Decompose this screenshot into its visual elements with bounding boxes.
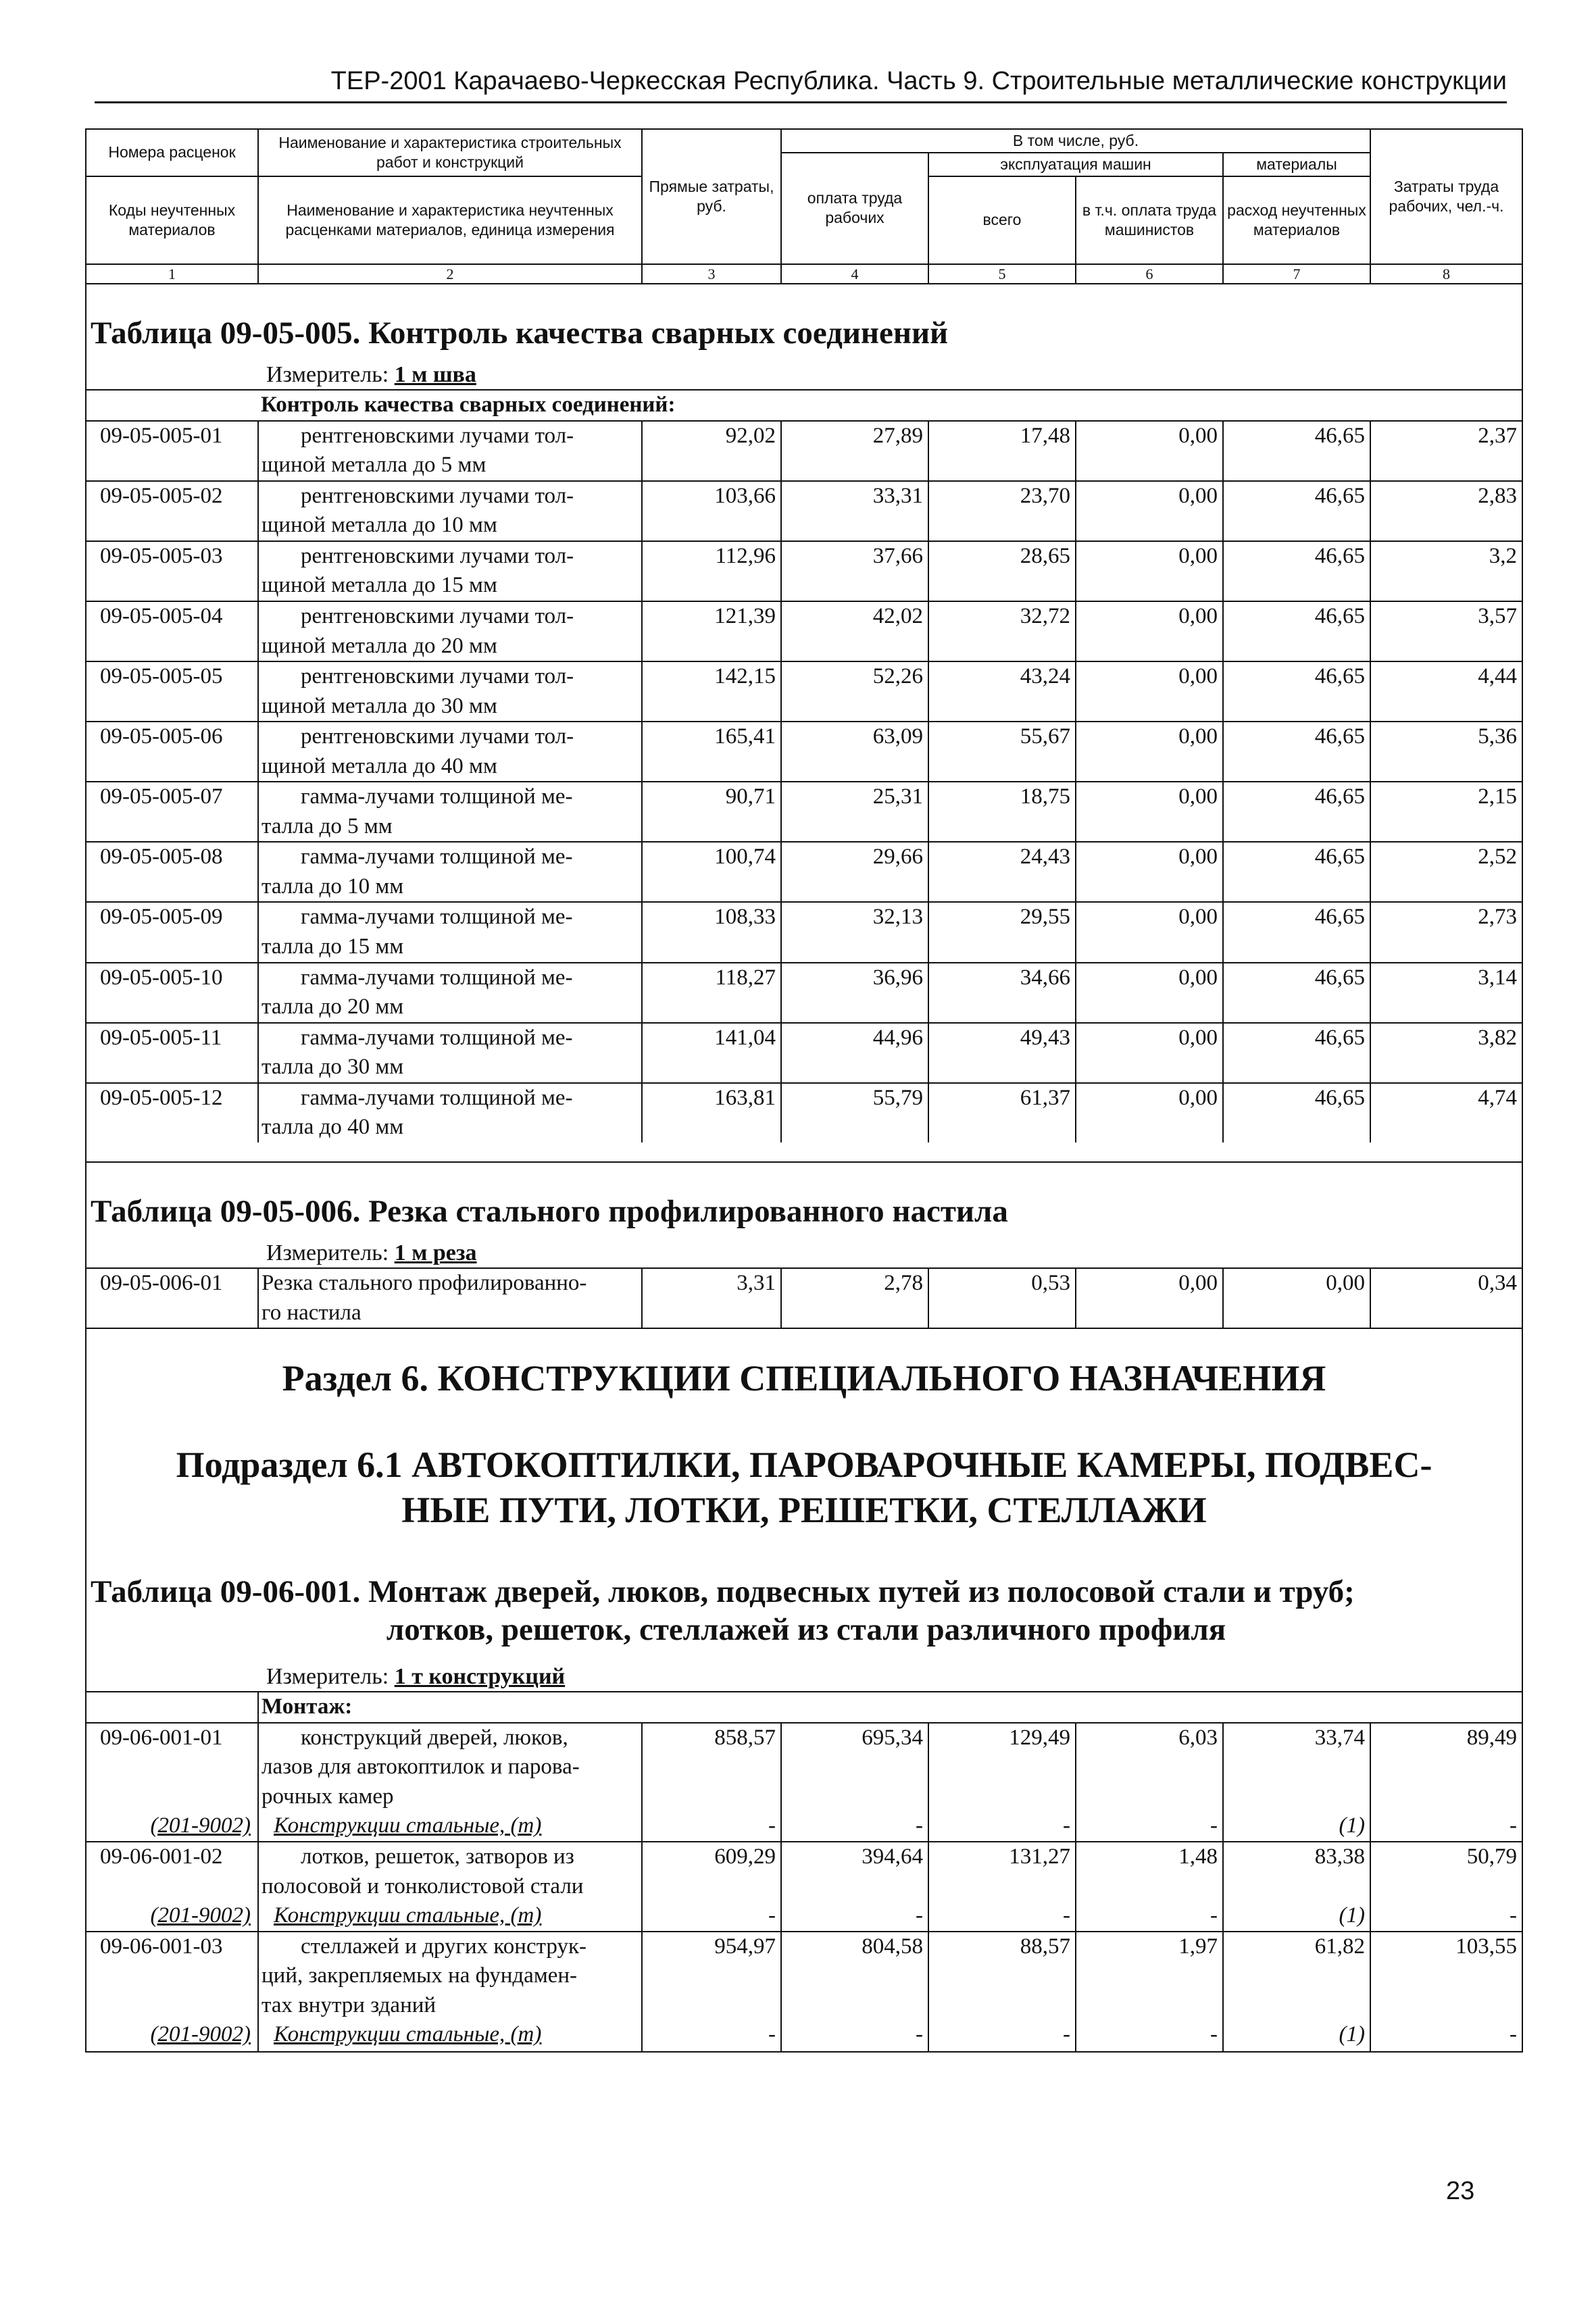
machinists-pay: 0,00 [1076,661,1223,722]
machinists-pay: - [1076,1901,1223,1932]
rate-code: 09-05-005-08 [86,842,258,902]
work-name-line: тах внутри зданий [261,1992,437,2017]
direct-costs: 108,33 [642,902,781,962]
direct-costs: 609,29 [642,1842,781,1901]
work-name-line: щиной металла до 10 мм [261,513,497,538]
section-spacer [86,1328,1522,1356]
unit-line [86,361,1522,389]
labor-pay: 33,31 [781,481,928,541]
table-title-line: Таблица 09-06-001. Монтаж дверей, люков, подвесных путей из полосовой стали и труб; [91,1574,1355,1609]
direct-costs: - [642,1901,781,1932]
machinists-pay: 0,00 [1076,601,1223,661]
work-name-text: гамма-лучами толщиной ме- [301,1025,573,1050]
unit-value: 1 м реза [394,1240,477,1266]
column-number: 3 [642,264,781,284]
work-name-line: щиной металла до 20 мм [261,633,497,658]
work-name-line: лазов для автокоптилок и парова- [261,1755,580,1780]
work-name-text: рентгеновскими лучами тол- [301,423,574,448]
work-name-line: ций, закрепляемых на фундамен- [261,1963,577,1988]
work-name [258,481,642,541]
table-row [86,481,1522,541]
header-materials: материалы [1223,153,1370,176]
machines-total: 131,27 [928,1842,1076,1901]
labor-hours: 2,37 [1370,421,1522,481]
data-table [86,389,1522,1142]
work-name-line [261,842,637,872]
column-number: 6 [1076,264,1223,284]
page-header: ТЕР-2001 Карачаево-Черкесская Республика. Часть 9. Строительные металлические конструкции [95,66,1507,103]
table-row [86,661,1522,722]
materials: 46,65 [1223,782,1370,842]
material-code: (201-9002) [150,1813,251,1838]
header-name-top: Наименование и характеристика строительных работ и конструкций [258,129,642,176]
header-direct-costs: Прямые затраты, руб. [642,129,781,264]
material-row [86,2020,1522,2051]
unit-prefix: Измеритель: [266,1664,389,1690]
table-title-line: лотков, решеток, стеллажей из стали различного профиля [386,1612,1226,1648]
machines-total: 88,57 [928,1932,1076,2021]
direct-costs: 858,57 [642,1723,781,1812]
direct-costs: 100,74 [642,842,781,902]
machinists-pay: 0,00 [1076,902,1223,962]
table-title [86,1534,1522,1649]
table-row [86,963,1522,1023]
table-row [86,1023,1522,1083]
work-name-line [261,1084,637,1113]
rate-code: 09-05-005-07 [86,782,258,842]
materials: 46,65 [1223,722,1370,782]
header-materials-sub: расход неучтенных материалов [1223,176,1370,264]
machines-total: 32,72 [928,601,1076,661]
work-name-text: конструкций дверей, люков, [301,1725,568,1750]
direct-costs: 141,04 [642,1023,781,1083]
materials: 83,38 [1223,1842,1370,1901]
materials: (1) [1223,2020,1370,2051]
labor-pay: - [781,1901,928,1932]
direct-costs: 112,96 [642,541,781,601]
labor-pay: 37,66 [781,541,928,601]
work-name-line [261,662,637,692]
rate-code: 09-05-006-01 [86,1268,258,1328]
rate-code: 09-05-005-12 [86,1083,258,1142]
direct-costs: 90,71 [642,782,781,842]
machines-total: - [928,1901,1076,1932]
work-name [258,1932,642,2021]
machinists-pay: 0,00 [1076,963,1223,1023]
unit-prefix: Измеритель: [266,362,389,388]
subsection-title-line: Подраздел 6.1 АВТОКОПТИЛКИ, ПАРОВАРОЧНЫЕ КАМЕРЫ, ПОДВЕС- [176,1444,1432,1485]
labor-hours: 3,14 [1370,963,1522,1023]
material-row [86,1901,1522,1932]
work-name-line [261,1024,637,1053]
rate-code: 09-05-005-03 [86,541,258,601]
work-name-line: талла до 30 мм [261,1055,404,1080]
machines-total: 49,43 [928,1023,1076,1083]
work-name-line [261,963,637,993]
work-name-text: рентгеновскими лучами тол- [301,604,574,629]
column-number: 7 [1223,264,1370,284]
machines-total: 28,65 [928,541,1076,601]
direct-costs: 103,66 [642,481,781,541]
machinists-pay: 0,00 [1076,1023,1223,1083]
work-name [258,601,642,661]
direct-costs: - [642,1811,781,1842]
work-name-text: гамма-лучами толщиной ме- [301,965,573,990]
data-table [86,1267,1522,1328]
rate-code: 09-05-005-11 [86,1023,258,1083]
data-table [86,1691,1522,2051]
work-name-text: рентгеновскими лучами тол- [301,543,574,568]
work-name-text: рентгеновскими лучами тол- [301,664,574,689]
labor-hours: 0,34 [1370,1268,1522,1328]
work-name [258,1842,642,1901]
labor-hours: 50,79 [1370,1842,1522,1901]
machinists-pay: 1,48 [1076,1842,1223,1901]
labor-pay: - [781,1811,928,1842]
materials: 46,65 [1223,963,1370,1023]
material-name: Конструкции стальные, (т) [258,2020,642,2051]
work-name-line: талла до 10 мм [261,874,404,899]
materials: 46,65 [1223,1023,1370,1083]
machines-total: - [928,2020,1076,2051]
labor-pay: 2,78 [781,1268,928,1328]
work-name [258,661,642,722]
materials: 46,65 [1223,421,1370,481]
machinists-pay: 0,00 [1076,782,1223,842]
machinists-pay: 1,97 [1076,1932,1223,2021]
table-row [86,1083,1522,1142]
header-machines: эксплуатация машин [928,153,1223,176]
labor-hours: 3,57 [1370,601,1522,661]
rate-code: 09-05-005-01 [86,421,258,481]
unit-value: 1 м шва [394,362,476,388]
work-name-line: го настила [261,1300,361,1325]
work-name-line [261,782,637,812]
labor-hours: - [1370,1901,1522,1932]
work-name-line: рочных камер [261,1784,394,1809]
work-name-line: талла до 20 мм [261,995,404,1020]
direct-costs: - [642,2020,781,2051]
work-name-text: рентгеновскими лучами тол- [301,724,574,749]
machinists-pay: - [1076,2020,1223,2051]
rate-code: 09-05-005-04 [86,601,258,661]
work-name [258,782,642,842]
labor-pay: 63,09 [781,722,928,782]
materials: 46,65 [1223,902,1370,962]
work-name [258,722,642,782]
labor-hours: 103,55 [1370,1932,1522,2021]
header-labor-hours: Затраты труда рабочих, чел.-ч. [1370,129,1522,264]
section-title: Раздел 6. КОНСТРУКЦИИ СПЕЦИАЛЬНОГО НАЗНАЧЕНИЯ [282,1358,1326,1399]
work-name [258,963,642,1023]
materials: 0,00 [1223,1268,1370,1328]
machines-total: 24,43 [928,842,1076,902]
machinists-pay: 0,00 [1076,421,1223,481]
work-name-line: щиной металла до 5 мм [261,453,487,478]
work-name-text: гамма-лучами толщиной ме- [301,784,573,809]
work-name-line: талла до 15 мм [261,934,404,959]
unit-prefix: Измеритель: [266,1240,389,1266]
work-name [258,1023,642,1083]
machines-total: 18,75 [928,782,1076,842]
materials: 46,65 [1223,541,1370,601]
machinists-pay: 0,00 [1076,722,1223,782]
work-name-line: талла до 40 мм [261,1115,404,1140]
table-spacer [86,1142,1522,1163]
work-name [258,1083,642,1142]
labor-hours: 89,49 [1370,1723,1522,1812]
machines-total: 43,24 [928,661,1076,722]
direct-costs: 954,97 [642,1932,781,2021]
work-name-line [261,903,637,932]
materials: 46,65 [1223,1083,1370,1142]
materials: (1) [1223,1811,1370,1842]
unit-line [86,1240,1522,1267]
work-name-line: щиной металла до 15 мм [261,573,497,598]
direct-costs: 165,41 [642,722,781,782]
labor-pay: 695,34 [781,1723,928,1812]
rate-code: 09-05-005-02 [86,481,258,541]
work-name [258,1723,642,1812]
column-number: 1 [86,264,258,284]
rate-code: 09-05-005-05 [86,661,258,722]
labor-pay: 32,13 [781,902,928,962]
work-name [258,1268,642,1328]
machinists-pay: 0,00 [1076,541,1223,601]
labor-pay: 394,64 [781,1842,928,1901]
direct-costs: 142,15 [642,661,781,722]
work-name-line: полосовой и тонколистовой стали [261,1873,584,1898]
material-name: Конструкции стальные, (т) [258,1901,642,1932]
labor-pay: - [781,2020,928,2051]
labor-pay: 36,96 [781,963,928,1023]
work-name-text: гамма-лучами толщиной ме- [301,845,573,870]
direct-costs: 121,39 [642,601,781,661]
header-machinists-pay: в т.ч. оплата труда машинистов [1076,176,1223,264]
subsection-title-line: НЫЕ ПУТИ, ЛОТКИ, РЕШЕТКИ, СТЕЛЛАЖИ [401,1490,1207,1531]
labor-pay: 52,26 [781,661,928,722]
table-row [86,601,1522,661]
machines-total: 129,49 [928,1723,1076,1812]
table-row [86,1723,1522,1812]
machinists-pay: 0,00 [1076,1268,1223,1328]
work-name-text: лотков, решеток, затворов из [301,1844,574,1869]
table-row [86,541,1522,601]
machines-total: 29,55 [928,902,1076,962]
labor-hours: 2,83 [1370,481,1522,541]
table-row [86,902,1522,962]
rate-code: 09-05-005-06 [86,722,258,782]
work-name-line [261,542,637,572]
work-name-line [261,422,637,451]
material-code: (201-9002) [150,2022,251,2047]
group-spacer [86,1692,258,1723]
work-name-text: стеллажей и других конструк- [301,1934,587,1959]
material-code: (201-9002) [150,1903,251,1928]
header-including: В том числе, руб. [781,129,1370,153]
work-name-line [261,602,637,632]
labor-hours: 2,52 [1370,842,1522,902]
table-title: Таблица 09-05-005. Контроль качества сварных соединений [91,316,949,351]
rate-code: 09-06-001-01 [86,1723,258,1812]
table-row [86,421,1522,481]
materials: 46,65 [1223,481,1370,541]
work-name-text: гамма-лучами толщиной ме- [301,905,573,930]
table-row [86,1842,1522,1901]
labor-hours: 3,2 [1370,541,1522,601]
table-title: Таблица 09-05-006. Резка стального профилированного настила [91,1193,1008,1229]
column-header-table [86,128,1522,284]
unit-value: 1 т конструкций [394,1664,566,1690]
labor-hours: 4,44 [1370,661,1522,722]
work-name-line: талла до 5 мм [261,813,393,838]
labor-hours: 2,73 [1370,902,1522,962]
machines-total: 55,67 [928,722,1076,782]
machinists-pay: 0,00 [1076,1083,1223,1142]
direct-costs: 163,81 [642,1083,781,1142]
labor-pay: 804,58 [781,1932,928,2021]
machinists-pay: - [1076,1811,1223,1842]
header-codes-bottom: Коды неучтенных материалов [86,176,258,264]
labor-pay: 55,79 [781,1083,928,1142]
machines-total: 61,37 [928,1083,1076,1142]
labor-pay: 27,89 [781,421,928,481]
column-number: 4 [781,264,928,284]
machinists-pay: 0,00 [1076,842,1223,902]
machines-total: 34,66 [928,963,1076,1023]
unit-line [86,1663,1522,1691]
table-row [86,1268,1522,1328]
rate-code: 09-06-001-02 [86,1842,258,1901]
work-name-line [261,1842,637,1872]
table-row [86,782,1522,842]
page-number: 23 [1446,2177,1475,2205]
materials: (1) [1223,1901,1370,1932]
material-row [86,1811,1522,1842]
direct-costs: 92,02 [642,421,781,481]
work-name-line: Резка стального профилированно- [261,1271,587,1296]
header-name-bottom: Наименование и характеристика неучтенных расценками материалов, единица измерения [258,176,642,264]
work-name-line [261,722,637,752]
machinists-pay: 6,03 [1076,1723,1223,1812]
work-name-line: щиной металла до 30 мм [261,693,497,718]
materials: 33,74 [1223,1723,1370,1812]
labor-pay: 29,66 [781,842,928,902]
table-row [86,842,1522,902]
material-name: Конструкции стальные, (т) [258,1811,642,1842]
header-labor-pay: оплата труда рабочих [781,153,928,264]
work-name-line [261,1724,637,1753]
labor-hours: 2,15 [1370,782,1522,842]
header-machines-total: всего [928,176,1076,264]
rate-code: 09-06-001-03 [86,1932,258,2021]
column-number: 2 [258,264,642,284]
group-spacer [86,390,258,421]
direct-costs: 118,27 [642,963,781,1023]
work-name [258,541,642,601]
document-sheet [85,128,1523,2053]
labor-pay: 25,31 [781,782,928,842]
work-name [258,421,642,481]
table-row [86,1932,1522,2021]
subsection-title [86,1442,1522,1534]
labor-pay: 42,02 [781,601,928,661]
materials: 46,65 [1223,661,1370,722]
labor-hours: 4,74 [1370,1083,1522,1142]
rate-code: 09-05-005-10 [86,963,258,1023]
labor-hours: 5,36 [1370,722,1522,782]
materials: 46,65 [1223,842,1370,902]
work-name [258,902,642,962]
column-number: 5 [928,264,1076,284]
machines-total: 23,70 [928,481,1076,541]
work-name-line [261,1932,637,1962]
labor-hours: - [1370,1811,1522,1842]
materials: 46,65 [1223,601,1370,661]
labor-pay: 44,96 [781,1023,928,1083]
machines-total: 0,53 [928,1268,1076,1328]
group-heading: Монтаж: [258,1692,1522,1723]
labor-hours: 3,82 [1370,1023,1522,1083]
machinists-pay: 0,00 [1076,481,1223,541]
materials: 61,82 [1223,1932,1370,2021]
group-heading: Контроль качества сварных соединений: [258,390,1522,421]
work-name-text: гамма-лучами толщиной ме- [301,1085,573,1110]
column-number: 8 [1370,264,1522,284]
table-row [86,722,1522,782]
machines-total: 17,48 [928,421,1076,481]
work-name [258,842,642,902]
header-codes-top: Номера расценок [86,129,258,176]
machines-total: - [928,1811,1076,1842]
labor-hours: - [1370,2020,1522,2051]
work-name-line: щиной металла до 40 мм [261,753,497,778]
work-name-text: рентгеновскими лучами тол- [301,483,574,508]
direct-costs: 3,31 [642,1268,781,1328]
work-name-line [261,482,637,511]
rate-code: 09-05-005-09 [86,902,258,962]
